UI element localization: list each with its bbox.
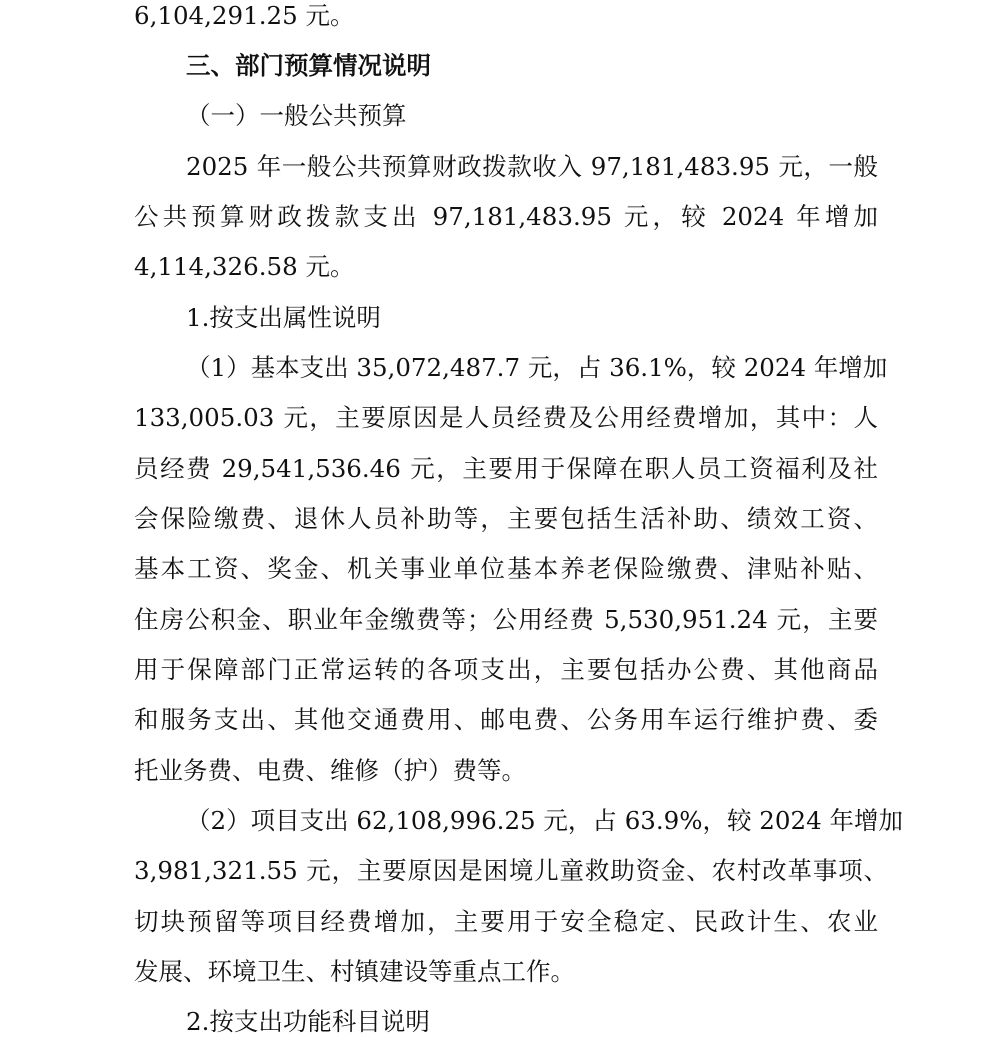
- paragraph-line: 2025 年一般公共预算财政拨款收入 97,181,483.95 元，一般: [186, 152, 878, 181]
- paragraph-line: 133,005.03 元，主要原因是人员经费及公用经费增加，其中：人: [134, 403, 878, 432]
- paragraph-line: 4,114,326.58 元。: [134, 252, 355, 281]
- paragraph-line: 基本工资、奖金、机关事业单位基本养老保险缴费、津贴补贴、: [134, 554, 878, 583]
- paragraph-line: 用于保障部门正常运转的各项支出，主要包括办公费、其他商品: [134, 655, 878, 684]
- paragraph-line: 员经费 29,541,536.46 元，主要用于保障在职人员工资福利及社: [134, 454, 878, 483]
- item-heading-by-expenditure-attribute: 1.按支出属性说明: [186, 303, 381, 332]
- section-heading-department-budget: 三、部门预算情况说明: [186, 51, 431, 80]
- paragraph-line: 会保险缴费、退休人员补助等，主要包括生活补助、绩效工资、: [134, 504, 878, 533]
- paragraph-line: 和服务支出、其他交通费用、邮电费、公务用车运行维护费、委: [134, 705, 878, 734]
- paragraph-line: 托业务费、电费、维修（护）费等。: [134, 756, 526, 785]
- paragraph-line: 住房公积金、职业年金缴费等；公用经费 5,530,951.24 元，主要: [134, 605, 878, 634]
- paragraph-line: 3,981,321.55 元，主要原因是困境儿童救助资金、农村改革事项、: [134, 856, 888, 885]
- paragraph-line: 公共预算财政拨款支出 97,181,483.95 元，较 2024 年增加: [134, 202, 878, 231]
- paragraph-line: 发展、环境卫生、村镇建设等重点工作。: [134, 957, 575, 986]
- paragraph-line: （1）基本支出 35,072,487.7 元，占 36.1%，较 2024 年增加: [186, 353, 888, 382]
- subsection-heading-general-public-budget: （一）一般公共预算: [186, 101, 407, 130]
- text-line-carryover: 6,104,291.25 元。: [134, 1, 355, 30]
- paragraph-line: 切块预留等项目经费增加，主要用于安全稳定、民政计生、农业: [134, 907, 878, 936]
- paragraph-line: （2）项目支出 62,108,996.25 元，占 63.9%，较 2024 年增加: [186, 806, 903, 835]
- item-heading-by-functional-classification: 2.按支出功能科目说明: [186, 1007, 430, 1036]
